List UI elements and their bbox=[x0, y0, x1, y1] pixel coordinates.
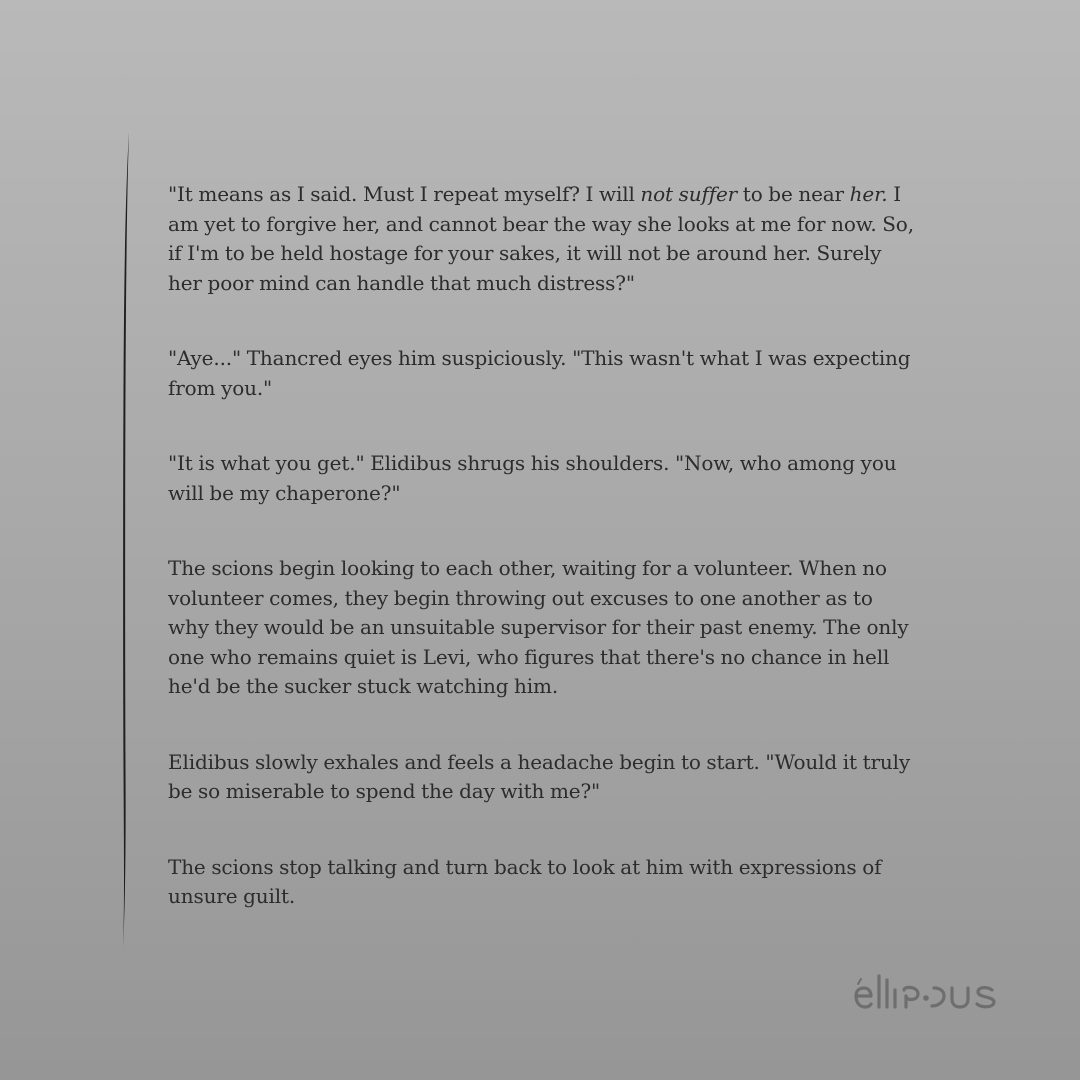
emphasis-text: her. bbox=[849, 182, 888, 206]
ellipsus-logo bbox=[852, 968, 1008, 1018]
emphasis-text: not suffer bbox=[640, 182, 738, 206]
ellipsus-logo-mark bbox=[852, 968, 1008, 1018]
paragraph: Elidibus slowly exhales and feels a headache begin to start. "Would it truly be so miserable to spend the day with me?" bbox=[168, 749, 911, 803]
decorative-brush-stroke bbox=[116, 130, 136, 950]
paragraph: "It means as I said. Must I repeat myself? I will not suffer to be near her. I am yet to forgive her, and cannot bear the way she looks at me for now. So, if I'm to be held hostage for your sakes, it will not be around her. Surely her poor mind can handle that much distress?" bbox=[168, 182, 914, 295]
paragraph: The scions begin looking to each other, waiting for a volunteer. When no volunteer comes, they begin throwing out excuses to one another as to why they would be an unsuitable supervisor for their past enemy. The only one who remains quiet is Levi, who figures that there's no chance in hell he'd be the sucker stuck watching him. bbox=[168, 556, 909, 698]
story-text bbox=[168, 180, 968, 958]
paragraph: "Aye..." Thancred eyes him suspiciously. "This wasn't what I was expecting from you." bbox=[168, 346, 911, 400]
paragraph: "It is what you get." Elidibus shrugs his shoulders. "Now, who among you will be my chaperone?" bbox=[168, 451, 897, 505]
paragraph: The scions stop talking and turn back to look at him with expressions of unsure guilt. bbox=[168, 854, 882, 908]
